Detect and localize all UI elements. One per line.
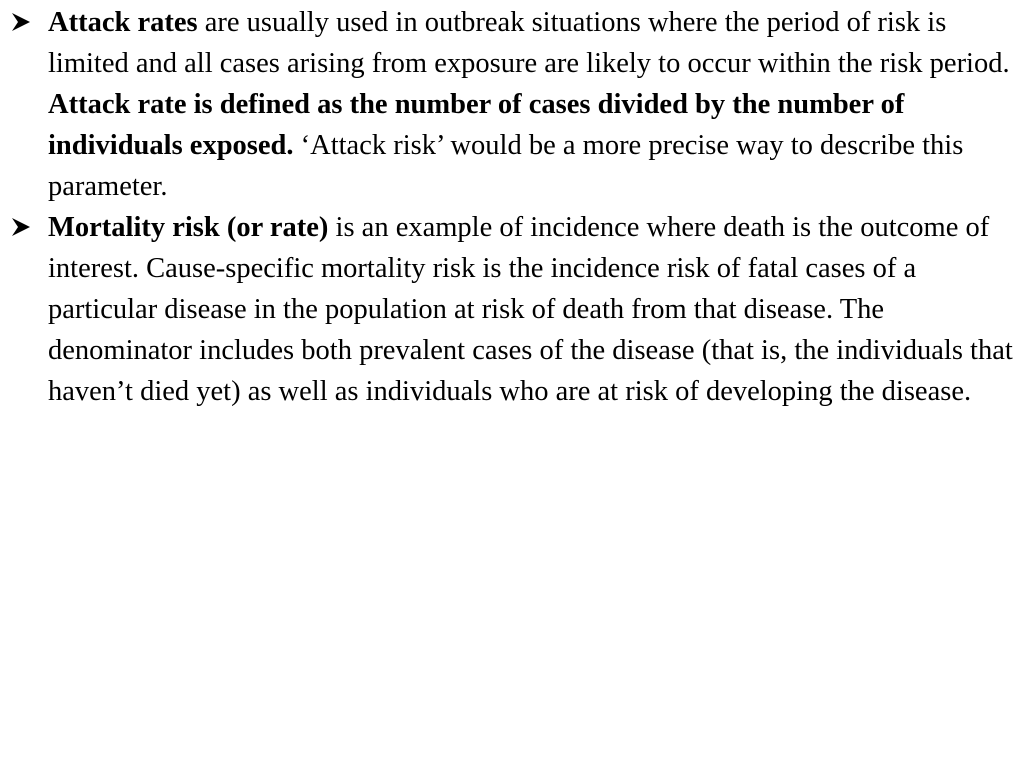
attack-risk-note: ‘Attack risk’ would be a more precise way to describe this parameter. (48, 130, 964, 202)
bullet-item-attack-rates (10, 2, 1015, 207)
mortality-risk-description: is an example of incidence where death is the outcome of interest. Cause-specific mortality risk is the incidence risk of fatal cases of a particular disease in the population at risk of death from that disease. The denominator includes both prevalent cases of the disease (that is, the individuals that haven’t died yet) as well as individuals who are at risk of developing the disease. (48, 212, 1013, 407)
bullet-item-mortality-risk (10, 207, 1015, 412)
arrowhead-bullet-icon (10, 216, 32, 238)
attack-rates-description: are usually used in outbreak situations where the period of risk is limited and all cases arising from exposure are likely to occur within the risk period. (48, 7, 1010, 79)
term-attack-rates: Attack rates (48, 7, 198, 38)
bullet-list (10, 2, 1015, 412)
attack-rate-definition: Attack rate is defined as the number of cases divided by the number of individuals exposed. (48, 89, 905, 161)
term-mortality-risk: Mortality risk (or rate) (48, 212, 329, 243)
arrowhead-bullet-icon (10, 11, 32, 33)
